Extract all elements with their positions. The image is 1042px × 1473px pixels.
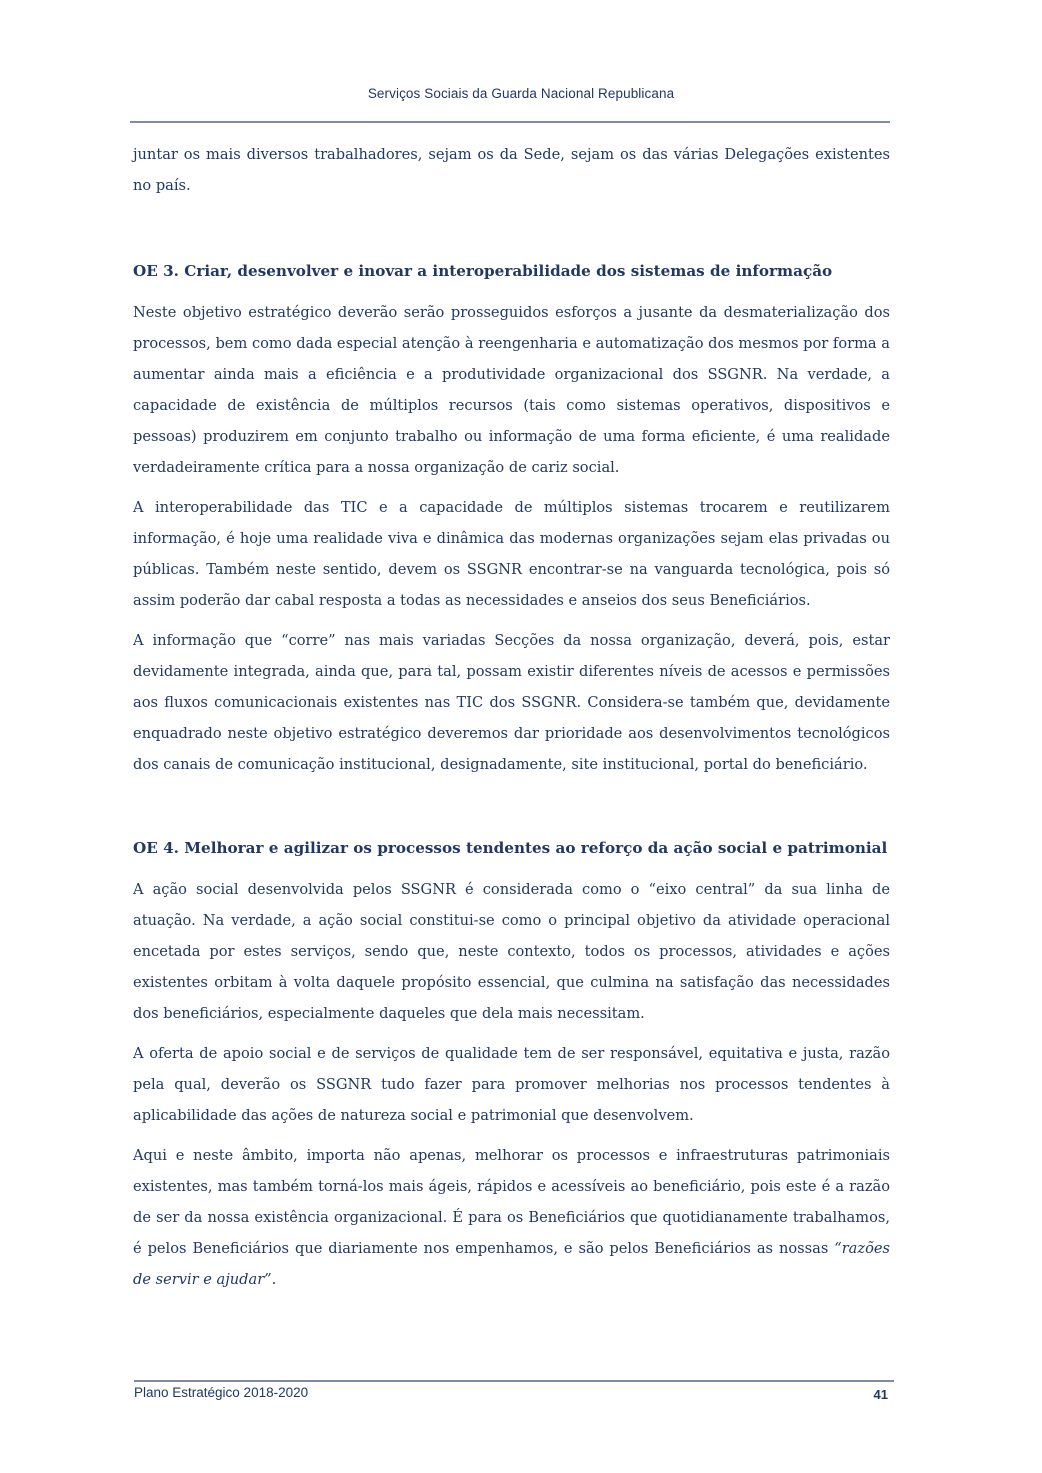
header-divider <box>130 121 890 123</box>
section-oe4 <box>133 833 890 1295</box>
section-oe3 <box>133 256 890 780</box>
page-number: 41 <box>873 1387 888 1402</box>
section-spacer <box>133 210 890 256</box>
intro-paragraph: juntar os mais diversos trabalhadores, sejam os da Sede, sejam os das várias Delegações existentes no país. <box>133 146 890 194</box>
section-oe3-paragraph-3: A informação que “corre” nas mais variadas Secções da nossa organização, deverá, pois, estar devidamente integrada, ainda que, para tal, possam existir diferentes níveis de acessos e permissões aos fluxos comunicacionais existentes nas TIC dos SSGNR. Considera-se também que, devidamente enquadrado neste objetivo estratégico deveremos dar prioridade aos desenvolvimentos tecnológicos dos canais de comunicação institucional, designadamente, site institucional, portal do beneficiário. <box>133 632 890 773</box>
section-oe4-heading: OE 4. Melhorar e agilizar os processos tendentes ao reforço da ação social e patrimonial <box>133 839 888 857</box>
section-oe4-paragraph-3 <box>133 1140 890 1295</box>
section-oe3-paragraph-2: A interoperabilidade das TIC e a capacidade de múltiplos sistemas trocarem e reutilizarem informação, é hoje uma realidade viva e dinâmica das modernas organizações sejam elas privadas ou públicas. Também neste sentido, devem os SSGNR encontrar-se na vanguarda tecnológica, pois só assim poderão dar cabal resposta a todas as necessidades e anseios dos seus Beneficiários. <box>133 499 890 609</box>
section-oe4-paragraph-2: A oferta de apoio social e de serviços de qualidade tem de ser responsável, equitativa e justa, razão pela qual, deverão os SSGNR tudo fazer para promover melhorias nos processos tendentes à aplicabilidade das ações de natureza social e patrimonial que desenvolvem. <box>133 1045 890 1124</box>
section-oe4-quote: “razões de servir e ajudar” <box>133 1240 890 1288</box>
section-oe4-paragraph-3-end: . <box>271 1271 277 1288</box>
section-oe3-heading: OE 3. Criar, desenvolver e inovar a interoperabilidade dos sistemas de informação <box>133 262 833 280</box>
document-body <box>133 139 890 1295</box>
section-oe4-paragraph-3-text: Aqui e neste âmbito, importa não apenas, melhorar os processos e infraestruturas patrimoniais existentes, mas também torná-los mais ágeis, rápidos e acessíveis ao beneficiário, pois este é a razão de ser da nossa existência organizacional. É para os Beneficiários que quotidianamente trabalhamos, é pelos Beneficiários que diariamente nos empenhamos, e são pelos Beneficiários as nossas <box>133 1147 890 1257</box>
section-spacer <box>133 789 890 833</box>
footer-divider <box>134 1380 894 1382</box>
page-header-title: Serviços Sociais da Guarda Nacional Republicana <box>367 86 675 101</box>
section-oe4-paragraph-1: A ação social desenvolvida pelos SSGNR é considerada como o “eixo central” da sua linha de atuação. Na verdade, a ação social constitui-se como o principal objetivo da atividade operacional encetada por estes serviços, sendo que, neste contexto, todos os processos, atividades e ações existentes orbitam à volta daquele propósito essencial, que culmina na satisfação das necessidades dos beneficiários, especialmente daqueles que dela mais necessitam. <box>133 881 890 1022</box>
section-oe3-paragraph-1: Neste objetivo estratégico deverão serão prosseguidos esforços a jusante da desmaterialização dos processos, bem como dada especial atenção à reengenharia e automatização dos mesmos por forma a aumentar ainda mais a eficiência e a produtividade organizacional dos SSGNR. Na verdade, a capacidade de existência de múltiplos recursos (tais como sistemas operativos, dispositivos e pessoas) produzirem em conjunto trabalho ou informação de uma forma eficiente, é uma realidade verdadeiramente crítica para a nossa organização de cariz social. <box>133 304 890 476</box>
footer-document-title: Plano Estratégico 2018-2020 <box>134 1385 309 1400</box>
